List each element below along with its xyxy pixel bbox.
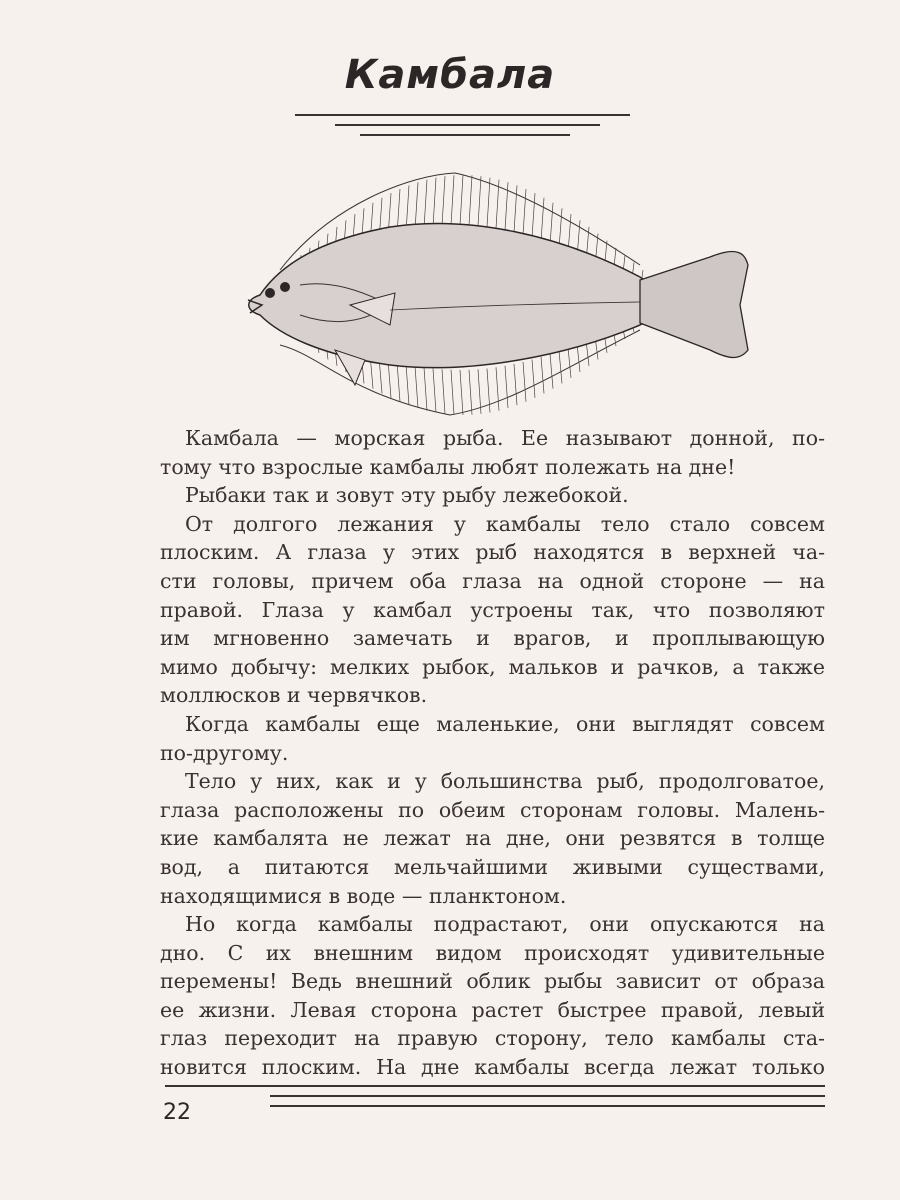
text-line: по-другому. (160, 740, 289, 765)
anal-fin-ray (514, 364, 517, 405)
anal-fin-ray (577, 344, 580, 372)
dorsal-fin-ray (451, 175, 454, 225)
page-number: 22 (163, 1100, 191, 1125)
text-line: ее жизни. Левая сторона растет быстрее правой, левый (160, 997, 825, 1022)
footer-rule-2 (270, 1095, 825, 1097)
footer-rule-3 (270, 1105, 825, 1107)
dorsal-fin-ray (469, 175, 472, 225)
text-line: тому что взрослые камбалы любят полежать на дне! (160, 454, 736, 479)
anal-fin-ray (415, 366, 418, 408)
flounder-illustration (240, 165, 750, 430)
text-line: Камбала — морская рыба. Ее называют донной, по- (185, 426, 825, 450)
anal-fin-ray (460, 370, 463, 415)
text-line: глаза расположены по обеим сторонам головы. Малень- (160, 797, 825, 822)
text-line: От долгого лежания у камбалы тело стало совсем (185, 511, 825, 536)
dorsal-fin-ray (415, 182, 418, 230)
dorsal-fin-ray (433, 178, 436, 227)
anal-fin-ray (487, 368, 490, 412)
anal-fin-ray (505, 366, 508, 408)
text-line: моллюсков и червячков. (160, 683, 428, 708)
anal-fin-ray (424, 367, 427, 410)
dorsal-fin-ray (550, 203, 553, 245)
text-line: дно. С их внешним видом происходят удивительные (160, 940, 825, 965)
text-line: Но когда камбалы подрастают, они опускаются на (185, 912, 825, 937)
title-rule-1 (295, 114, 630, 116)
text-line: плоским. А глаза у этих рыб находятся в верхней ча- (160, 540, 825, 565)
dorsal-fin-ray (514, 185, 517, 232)
text-line: находящимися в воде — планктоном. (160, 883, 567, 908)
anal-fin-ray (523, 362, 526, 402)
dorsal-fin-ray (532, 193, 535, 238)
text-line: новится плоским. На дне камбалы всегда лежат только (160, 1055, 825, 1080)
anal-fin-ray (550, 354, 553, 389)
text-line: кие камбалята не лежат на дне, они резвятся в толще (160, 826, 825, 851)
text-line: мимо добычу: мелких рыбок, мальков и рачков, а также (160, 654, 825, 679)
dorsal-fin-ray (460, 175, 463, 225)
anal-fin-ray (397, 362, 400, 402)
dorsal-fin-ray (487, 178, 490, 227)
dorsal-fin-ray (424, 180, 427, 229)
text-line: перемены! Ведь внешний облик рыбы зависит от образа (160, 969, 825, 994)
anal-fin-ray (442, 369, 445, 414)
dorsal-fin-ray (496, 180, 499, 229)
text-line: Рыбаки так и зовут эту рыбу лежебокой. (185, 483, 629, 508)
anal-fin-ray (496, 367, 499, 410)
anal-fin-ray (541, 357, 544, 394)
body-text (160, 424, 825, 1082)
page-title: Камбала (344, 52, 556, 98)
footer-rule-1 (165, 1085, 825, 1087)
dorsal-fin-ray (478, 176, 481, 226)
anal-fin-ray (406, 364, 409, 405)
anal-fin-ray (433, 368, 436, 412)
anal-fin-ray (469, 370, 472, 415)
text-line: глаз переходит на правую сторону, тело камбалы ста- (160, 1026, 825, 1051)
anal-fin-ray (532, 359, 535, 397)
dorsal-fin-ray (442, 176, 445, 226)
text-line: вод, а питаются мельчайшими живыми существами, (160, 854, 825, 879)
title-rule-2 (335, 124, 600, 126)
anal-fin-ray (568, 347, 571, 378)
anal-fin-ray (559, 351, 562, 384)
text-line: Тело у них, как и у большинства рыб, продолговатое, (185, 769, 825, 794)
dorsal-fin-ray (541, 198, 544, 242)
text-line: им мгновенно замечать и врагов, и проплывающую (160, 626, 825, 651)
text-line: сти головы, причем оба глаза на одной стороне — на (160, 568, 825, 593)
anal-fin-ray (478, 369, 481, 414)
title-rule-3 (360, 134, 570, 136)
anal-fin-ray (451, 370, 454, 415)
text-line: Когда камбалы еще маленькие, они выглядят совсем (185, 711, 825, 736)
dorsal-fin-ray (523, 189, 526, 235)
text-line: правой. Глаза у камбал устроены так, что позволяют (160, 597, 825, 622)
